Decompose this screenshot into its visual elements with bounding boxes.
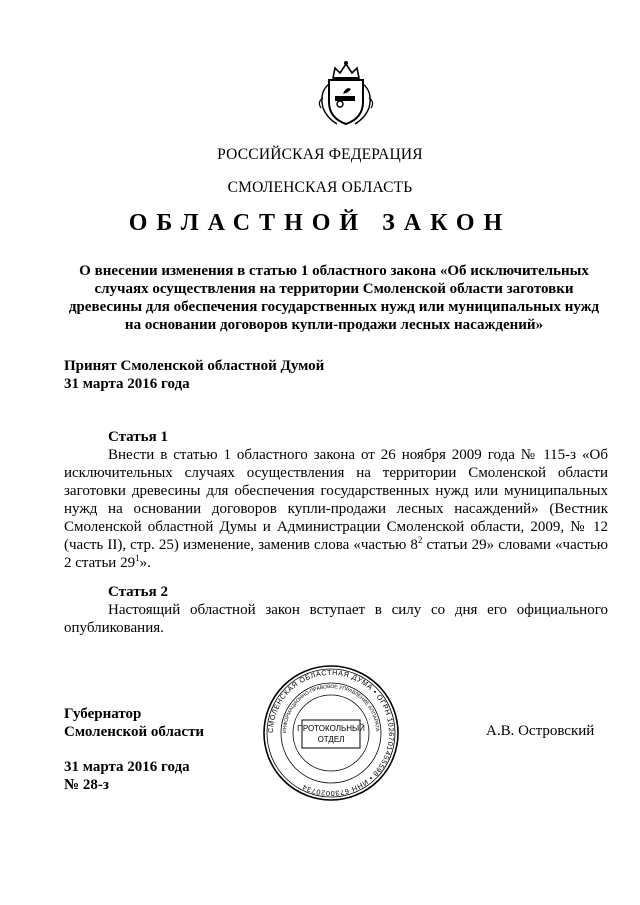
article1-text-part: Внести в статью 1 областного закона от 26 ноября 2009 года № 115-з «Об исключительных случаях осуществления на территории Смоленской области заготовки древесины для обеспечения государственных нужд или муниципальных нужд на основании договоров купли-продажи лесных насаждений» (Вестник Смоленской областной Думы и Администрации Смоленской области, 2009, № 12 (часть II), стр. 25) изменение, заменив слова «частью 8 bbox=[64, 447, 608, 553]
article1-superscript: 1 bbox=[135, 553, 140, 563]
stamp-center-line: ОТДЕЛ bbox=[317, 735, 345, 744]
article1-superscript: 2 bbox=[417, 535, 423, 545]
article2-text: Настоящий областной закон вступает в силу со дня его официального опубликования. bbox=[64, 602, 608, 636]
article1-text-part: статьи 29» словами «частью 2 статьи 29 bbox=[64, 537, 608, 571]
adoption-date: 31 марта 2016 года bbox=[64, 376, 190, 392]
law-number: № 28-з bbox=[64, 777, 109, 793]
adoption-line: Принят Смоленской областной Думой bbox=[64, 358, 325, 374]
subject-line: на основании договоров купли-продажи лесных насаждений» bbox=[124, 317, 544, 333]
federation-heading: РОССИЙСКАЯ ФЕДЕРАЦИЯ bbox=[217, 146, 423, 163]
law-date-number bbox=[64, 758, 190, 794]
article2-heading: Статья 2 bbox=[108, 584, 168, 600]
official-stamp bbox=[262, 664, 400, 802]
article1-text bbox=[64, 446, 608, 572]
stamp-inner-text: ИНФОРМАЦИОННО-ПРАВОВОЕ УПРАВЛЕНИЕ АППАРАТА bbox=[281, 683, 380, 734]
stamp-ring-text: СМОЛЕНСКАЯ ОБЛАСТНАЯ ДУМА • ОГРН 1026701455598 • ИНН 6730020734 bbox=[265, 667, 397, 799]
position-line: Смоленской области bbox=[64, 724, 205, 740]
region-heading: СМОЛЕНСКАЯ ОБЛАСТЬ bbox=[227, 179, 413, 196]
subject-line: древесины для обеспечения государственных нужд или муниципальных нужд bbox=[68, 299, 600, 315]
law-date: 31 марта 2016 года bbox=[64, 759, 190, 775]
article1-heading: Статья 1 bbox=[108, 429, 168, 445]
coat-of-arms-emblem bbox=[313, 58, 379, 130]
adoption-info bbox=[64, 357, 324, 393]
position-line: Губернатор bbox=[64, 706, 142, 722]
law-subject bbox=[64, 262, 604, 334]
stamp-center-line: ПРОТОКОЛЬНЫЙ bbox=[297, 724, 365, 733]
signature-position bbox=[64, 705, 204, 741]
article1-text-part: ». bbox=[139, 555, 151, 571]
subject-line: случаях осуществления на территории Смоленской области заготовки bbox=[94, 281, 574, 297]
law-type-title: ОБЛАСТНОЙ ЗАКОН bbox=[128, 210, 512, 236]
subject-line: О внесении изменения в статью 1 областного закона «Об исключительных bbox=[79, 263, 589, 279]
signatory-name: А.В. Островский bbox=[486, 723, 595, 739]
